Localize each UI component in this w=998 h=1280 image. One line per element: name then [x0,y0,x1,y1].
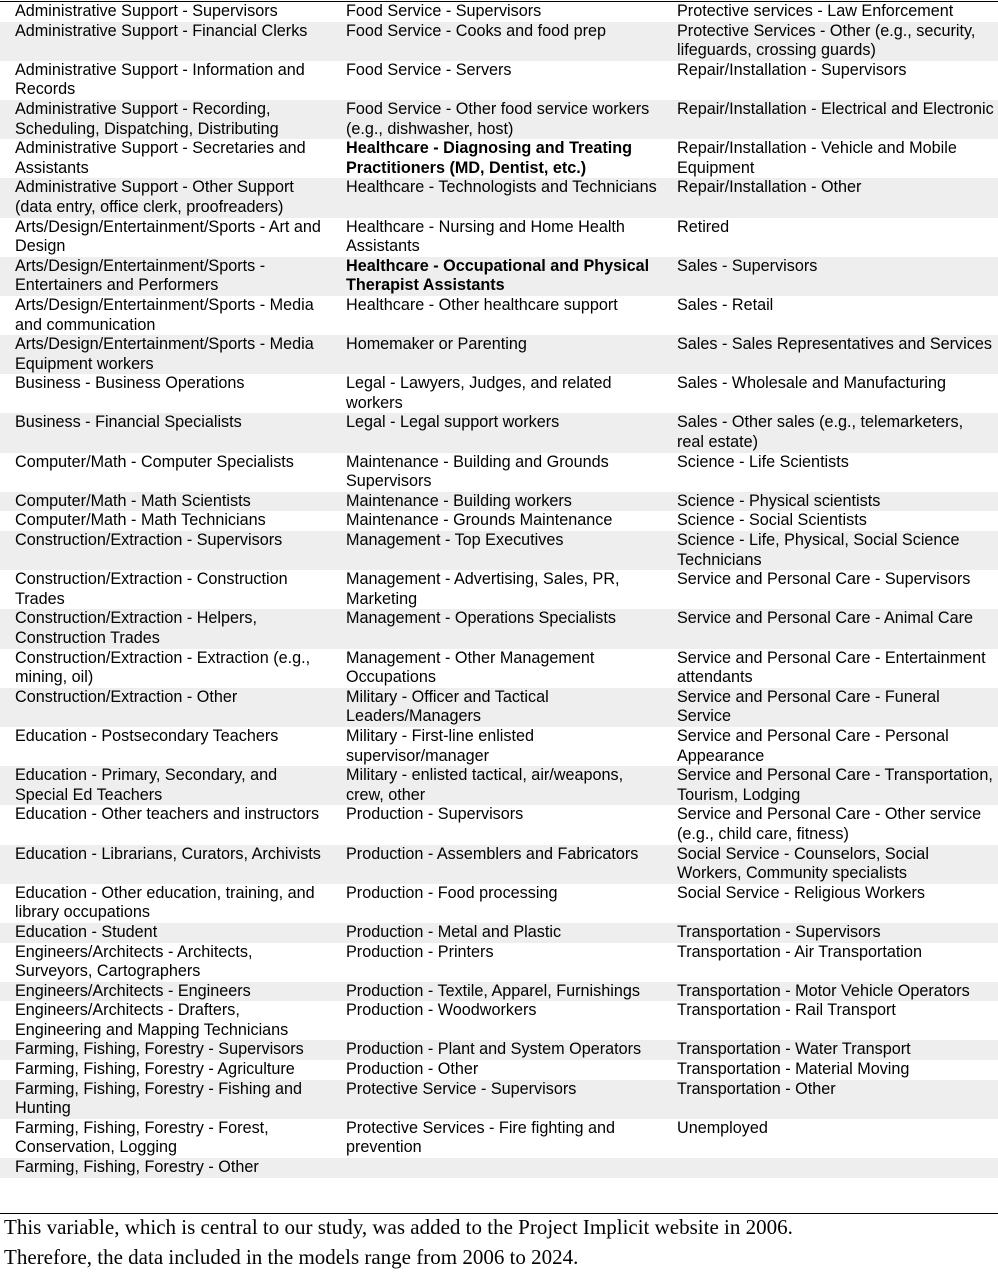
table-cell: Farming, Fishing, Forestry - Forest, Conservation, Logging [15,1118,269,1157]
table-cell: Legal - Lawyers, Judges, and related workers [346,374,612,412]
table-row [0,982,998,1002]
note-line-2: Therefore, the data included in the models range from 2006 to 2024. [4,1245,579,1269]
table-cell: Construction/Extraction - Extraction (e.g., mining, oil) [15,648,311,687]
table-row [0,884,998,923]
table-cell: Management - Top Executives [331,531,662,570]
table-cell: Science - Physical scientists [662,492,998,512]
table-row [0,845,998,884]
table-cell: Healthcare - Occupational and Physical Therapist Assistants [331,257,662,296]
table-cell: Management - Advertising, Sales, PR, Marketing [346,570,620,608]
table-row [0,139,998,178]
table-cell: Science - Life, Physical, Social Science Technicians [662,531,998,570]
table-cell: Repair/Installation - Other [662,178,998,217]
table-cell: Arts/Design/Entertainment/Sports - Media Equipment workers [0,335,331,374]
table-cell: Social Service - Religious Workers [677,883,925,902]
table-cell: Service and Personal Care - Personal Appearance [677,726,949,765]
table-cell: Legal - Legal support workers [331,413,662,452]
table-cell: Repair/Installation - Electrical and Electronic [662,100,998,139]
table-row [0,1060,998,1080]
table-cell: Education - Other teachers and instructors [15,805,320,824]
table-row [0,453,998,492]
table-cell: Maintenance - Building workers [331,492,662,512]
table-row [0,335,998,374]
table-cell: Computer/Math - Math Technicians [15,511,266,530]
table-cell: Retired [677,217,730,236]
table-cell: Protective Services - Fire fighting and prevention [346,1118,616,1157]
table-cell: Education - Student [0,923,331,943]
table-cell: Homemaker or Parenting [331,335,662,374]
table-cell: Food Service - Other food service workers (e.g., dishwasher, host) [331,100,662,139]
table-cell [662,1158,998,1178]
table-row [0,727,998,766]
table-cell: Repair/Installation - Supervisors [677,60,907,79]
table-cell: Healthcare - Other healthcare support [346,295,618,314]
table-cell: Education - Primary, Secondary, and Special Ed Teachers [0,766,331,805]
table-cell: Construction/Extraction - Helpers, Construction Trades [0,609,331,648]
table-row [0,100,998,139]
note-line-1: This variable, which is central to our study, was added to the Project Implicit website in 2006. [4,1215,793,1239]
table-row [0,178,998,217]
table-cell: Healthcare - Technologists and Technicians [331,178,662,217]
table-cell: Farming, Fishing, Forestry - Other [0,1158,331,1178]
table-row [0,374,998,413]
table-cell: Administrative Support - Other Support (data entry, office clerk, proofreaders) [0,178,331,217]
table-cell: Administrative Support - Financial Clerks [0,22,331,61]
table-row [0,531,998,570]
table-row [0,413,998,452]
table-row [0,1040,998,1060]
table-cell: Computer/Math - Math Scientists [0,492,331,512]
table-cell: Sales - Sales Representatives and Services [662,335,998,374]
table-cell: Education - Other education, training, and library occupations [15,883,315,922]
table-cell: Production - Woodworkers [346,1001,537,1020]
table-cell: Food Service - Servers [346,60,512,79]
table-row [0,218,998,257]
table-row [0,22,998,61]
table-cell: Transportation - Motor Vehicle Operators [662,982,998,1002]
table-cell [331,1158,662,1178]
table-cell: Service and Personal Care - Other service (e.g., child care, fitness) [677,805,982,843]
table-cell: Sales - Retail [677,295,774,314]
table-cell: Production - Other [346,1060,479,1079]
table-cell: Education - Postsecondary Teachers [15,726,279,745]
table-cell: Production - Supervisors [346,805,524,824]
table-note [4,1212,998,1272]
table-cell: Arts/Design/Entertainment/Sports - Media and communication [15,295,314,334]
table-cell: Healthcare - Nursing and Home Health Assistants [346,217,625,256]
table-cell: Service and Personal Care - Animal Care [662,609,998,648]
table-cell: Management - Operations Specialists [331,609,662,648]
table-cell: Protective Service - Supervisors [331,1080,662,1119]
table-cell: Farming, Fishing, Forestry - Supervisors [0,1040,331,1060]
table-cell: Farming, Fishing, Forestry - Fishing and Hunting [0,1080,331,1119]
table-cell: Transportation - Rail Transport [677,1001,896,1020]
table-row [0,1001,998,1040]
table-cell: Military - enlisted tactical, air/weapons, crew, other [331,766,662,805]
table-cell: Administrative Support - Recording, Scheduling, Dispatching, Distributing [0,100,331,139]
table-cell: Construction/Extraction - Other [0,688,331,727]
table-row [0,649,998,688]
table-cell: Sales - Wholesale and Manufacturing [677,374,947,393]
table-cell: Transportation - Air Transportation [677,942,923,961]
table-cell: Military - First-line enlisted supervisor/manager [346,726,534,765]
table-cell: Engineers/Architects - Drafters, Engineering and Mapping Technicians [15,1001,289,1039]
table-cell: Engineers/Architects - Engineers [0,982,331,1002]
table-row [0,923,998,943]
table-cell: Production - Textile, Apparel, Furnishings [331,982,662,1002]
table-row [0,2,998,22]
table-row [0,296,998,335]
table-cell: Production - Metal and Plastic [331,923,662,943]
table-cell: Transportation - Water Transport [662,1040,998,1060]
table-cell: Production - Assemblers and Fabricators [331,845,662,884]
table-row [0,609,998,648]
table-cell: Business - Business Operations [15,374,245,393]
table-cell: Production - Printers [346,942,494,961]
table-cell: Science - Social Scientists [677,511,867,530]
table-cell: Service and Personal Care - Supervisors [677,570,971,589]
table-row [0,492,998,512]
table-cell: Transportation - Other [662,1080,998,1119]
table-cell: Healthcare - Diagnosing and Treating Practitioners (MD, Dentist, etc.) [346,139,633,177]
table-row [0,257,998,296]
table-row [0,688,998,727]
table-cell: Computer/Math - Computer Specialists [15,452,294,471]
table-cell: Service and Personal Care - Transportation, Tourism, Lodging [662,766,998,805]
table-row [0,943,998,982]
table-cell: Arts/Design/Entertainment/Sports - Art and Design [15,217,321,256]
table-cell: Service and Personal Care - Entertainment attendants [677,648,986,687]
table-cell: Business - Financial Specialists [0,413,331,452]
table-cell: Production - Plant and System Operators [331,1040,662,1060]
table-cell: Social Service - Counselors, Social Workers, Community specialists [662,845,998,884]
table-cell: Construction/Extraction - Construction Trades [15,570,288,608]
table-cell: Repair/Installation - Vehicle and Mobile Equipment [677,139,957,177]
table-cell: Production - Food processing [346,883,558,902]
table-row [0,570,998,609]
table-row [0,511,998,531]
table-cell: Maintenance - Grounds Maintenance [346,511,613,530]
table-cell: Unemployed [677,1118,768,1137]
table-row [0,1080,998,1119]
table-cell: Administrative Support - Secretaries and Assistants [15,139,306,177]
table-cell: Sales - Supervisors [662,257,998,296]
table-cell: Farming, Fishing, Forestry - Agriculture [15,1060,295,1079]
table-row [0,805,998,844]
table-cell: Protective services - Law Enforcement [677,2,954,20]
table-cell: Administrative Support - Information and Records [15,60,305,99]
table-cell: Transportation - Supervisors [662,923,998,943]
table-cell: Sales - Other sales (e.g., telemarketers, real estate) [662,413,998,452]
table-cell: Education - Librarians, Curators, Archivists [0,845,331,884]
table-cell: Food Service - Cooks and food prep [331,22,662,61]
table-cell: Administrative Support - Supervisors [15,2,278,20]
table-cell: Arts/Design/Entertainment/Sports - Entertainers and Performers [0,257,331,296]
occupation-table [0,2,998,1178]
table-cell: Science - Life Scientists [677,452,849,471]
table-cell: Management - Other Management Occupations [346,648,595,687]
table-cell: Engineers/Architects - Architects, Surveyors, Cartographers [15,942,253,981]
table-cell: Transportation - Material Moving [677,1060,910,1079]
table-cell: Service and Personal Care - Funeral Service [662,688,998,727]
table-cell: Military - Officer and Tactical Leaders/Managers [331,688,662,727]
table-row [0,1119,998,1158]
occupation-table-body [0,2,998,1178]
table-cell: Protective Services - Other (e.g., security, lifeguards, crossing guards) [662,22,998,61]
table-cell: Maintenance - Building and Grounds Supervisors [346,452,609,491]
table-row [0,1158,998,1178]
table-row [0,61,998,100]
table-row [0,766,998,805]
table-cell: Construction/Extraction - Supervisors [0,531,331,570]
table-cell: Food Service - Supervisors [346,2,542,20]
